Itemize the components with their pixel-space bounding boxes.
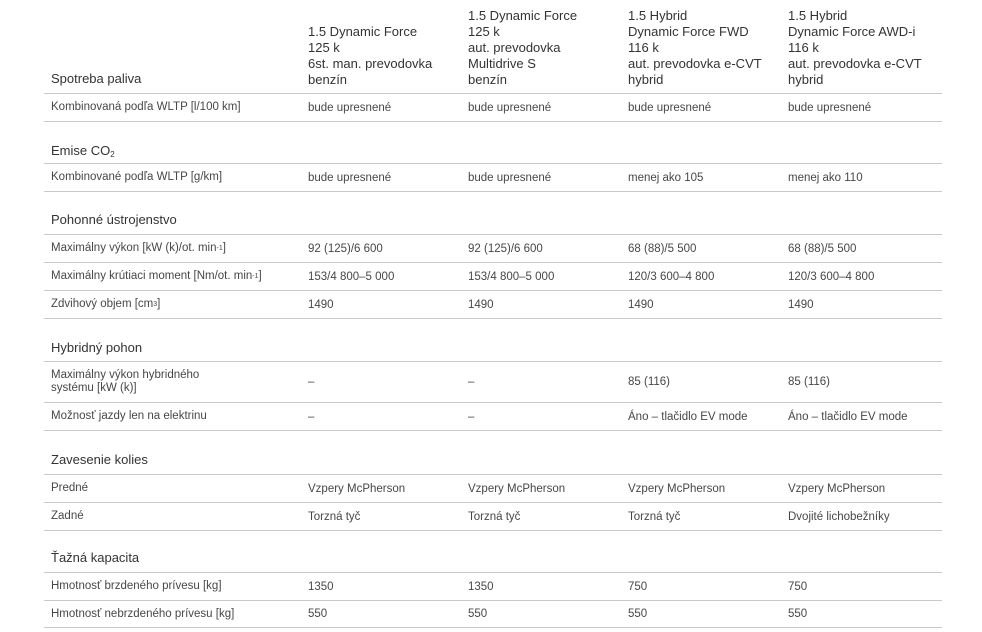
label-text: ] [258, 270, 262, 282]
cell: Vzpery McPherson [308, 482, 406, 495]
section-title-towing: Ťažná kapacita [51, 550, 140, 565]
column-header-line: Multidrive S [468, 56, 536, 71]
column-header-line: Dynamic Force AWD-i [788, 24, 916, 39]
cell: 550 [788, 608, 808, 620]
cell: 1350 [308, 580, 334, 593]
table-row [44, 601, 942, 628]
column-header-line: 116 k [788, 40, 819, 55]
table-row [44, 362, 942, 403]
cell: bude upresnené [788, 101, 872, 114]
table-row [44, 164, 942, 192]
column-header-line: hybrid [788, 72, 824, 87]
cell: 120/3 600–4 800 [788, 270, 875, 283]
cell: bude upresnené [628, 101, 712, 114]
column-header-line: benzín [308, 72, 348, 87]
label-text: ] [222, 242, 226, 254]
column-header-line: hybrid [628, 72, 664, 87]
cell: 68 (88)/5 500 [788, 242, 857, 255]
row-label: Kombinované podľa WLTP [g/km] [51, 171, 223, 183]
row-label: Hmotnosť brzdeného prívesu [kg] [51, 580, 222, 592]
cell: bude upresnené [468, 101, 552, 114]
superscript: 3 [153, 301, 158, 308]
column-header-line: 1.5 Hybrid [788, 8, 848, 23]
cell: Torzná tyč [468, 510, 521, 523]
section-title-emissions [51, 143, 115, 159]
cell: menej ako 110 [788, 171, 863, 184]
column-header-line: aut. prevodovka e-CVT [788, 56, 922, 71]
section-title-powertrain: Pohonné ústrojenstvo [51, 212, 177, 227]
cell: 1490 [628, 298, 654, 311]
cell: – [468, 376, 475, 388]
cell: 92 (125)/6 600 [468, 242, 543, 255]
label-text: Maximálny výkon [kW (k)/ot. min [51, 242, 217, 254]
cell: 153/4 800–5 000 [308, 270, 395, 283]
cell: Vzpery McPherson [788, 482, 886, 495]
label-text: Zdvihový objem [cm [51, 298, 154, 310]
label-text: Maximálny krútiaci moment [Nm/ot. min [51, 270, 253, 282]
column-header-line: aut. prevodovka e-CVT [628, 56, 762, 71]
column-header-line: Dynamic Force FWD [628, 24, 749, 39]
cell: Vzpery McPherson [468, 482, 566, 495]
row-label: Hmotnosť nebrzdeného prívesu [kg] [51, 607, 235, 620]
subscript: 2 [110, 150, 115, 159]
cell: 750 [788, 580, 808, 593]
column-header-line: 116 k [628, 40, 659, 55]
cell: menej ako 105 [628, 171, 704, 184]
table-row [44, 573, 942, 601]
cell: Torzná tyč [628, 510, 681, 523]
label-text: ] [157, 298, 161, 310]
table-row [44, 235, 942, 263]
cell: 550 [308, 608, 328, 620]
column-header-line: 125 k [308, 40, 340, 55]
column-header-2 [468, 8, 577, 88]
cell: bude upresnené [308, 101, 392, 114]
row-label: Zadné [51, 510, 84, 522]
cell: 1350 [468, 580, 494, 593]
section-title-suspension: Zavesenie kolies [51, 452, 148, 467]
cell: 550 [468, 608, 488, 620]
cell: 550 [628, 608, 648, 620]
label-text: Maximálny výkon hybridného [51, 369, 200, 381]
cell: 750 [628, 580, 648, 593]
section-title-text: Emise CO [51, 143, 111, 158]
cell: – [308, 376, 315, 388]
cell: 1490 [468, 298, 494, 311]
cell: 68 (88)/5 500 [628, 242, 697, 255]
row-label [51, 362, 291, 402]
cell: 85 (116) [628, 376, 670, 388]
column-header-line: 1.5 Dynamic Force [468, 8, 578, 23]
column-header-line: aut. prevodovka [468, 40, 561, 55]
row-label [51, 291, 291, 318]
cell: Dvojité lichobežníky [788, 510, 890, 523]
table-row [44, 263, 942, 291]
cell: Áno – tlačidlo EV mode [788, 410, 908, 423]
section-title-fuel: Spotreba paliva [51, 71, 142, 86]
cell: Torzná tyč [308, 510, 361, 523]
column-header-line: 1.5 Hybrid [628, 8, 688, 23]
section-title-hybrid: Hybridný pohon [51, 340, 143, 355]
column-header-3 [628, 8, 762, 88]
superscript: -1 [216, 245, 223, 252]
table-row [44, 503, 942, 531]
cell: 153/4 800–5 000 [468, 270, 555, 283]
cell: 85 (116) [788, 376, 830, 388]
column-header-line: 6st. man. prevodovka [308, 56, 433, 71]
row-label: Možnosť jazdy len na elektrinu [51, 410, 207, 422]
cell: – [308, 410, 315, 423]
superscript: -1 [252, 273, 259, 280]
cell: 1490 [788, 298, 814, 311]
column-header-4 [788, 8, 922, 88]
cell: Vzpery McPherson [628, 482, 726, 495]
cell: Áno – tlačidlo EV mode [628, 410, 748, 423]
row-label: Predné [51, 482, 89, 494]
table-row [44, 94, 942, 122]
cell: bude upresnené [468, 171, 552, 184]
column-header-line: 1.5 Dynamic Force [308, 24, 418, 39]
table-row [44, 291, 942, 319]
table-row [44, 475, 942, 503]
column-header-line: 125 k [468, 24, 500, 39]
column-header-line: benzín [468, 72, 508, 87]
label-text: systému [kW (k)] [51, 382, 137, 394]
cell: 120/3 600–4 800 [628, 270, 715, 283]
column-header-1 [308, 24, 432, 88]
row-label: Kombinovaná podľa WLTP [l/100 km] [51, 101, 241, 113]
row-label [51, 235, 291, 262]
table-row [44, 403, 942, 431]
cell: bude upresnené [308, 171, 392, 184]
cell: 92 (125)/6 600 [308, 242, 383, 255]
cell: 1490 [308, 298, 334, 311]
row-label [51, 263, 291, 290]
cell: – [468, 410, 475, 423]
